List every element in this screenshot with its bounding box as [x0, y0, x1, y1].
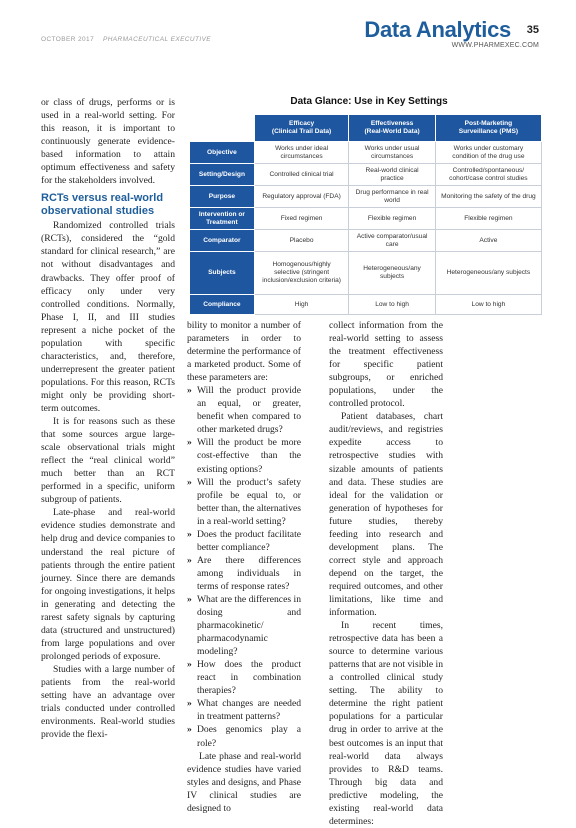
- col-header-efficacy: Efficacy (Clinical Trail Data): [271, 119, 332, 135]
- table-title: Data Glance: Use in Key Settings: [290, 96, 448, 107]
- table-row: [190, 230, 542, 252]
- table-cell: Homogenous/highly selective (stringent inclusion/exclusion criteria): [254, 252, 349, 295]
- list-item: [187, 697, 301, 723]
- bullet-text: How does the product react in combination therapies?: [197, 659, 301, 697]
- bullet-marker: »: [187, 528, 192, 540]
- bullet-text: What are the differences in dosing and pharmacokinetic/ pharmacodynamic modeling?: [197, 593, 301, 658]
- table-cell: Placebo: [254, 230, 349, 252]
- paragraph: collect information from the real-world setting to assess the treatment effectiveness for specific patient subgroups, or enriched populations, under the controlled protocol.: [329, 320, 443, 410]
- table-corner: [190, 115, 255, 142]
- table-cell: Heterogeneous/any subjects: [435, 252, 541, 295]
- table-cell: Active: [435, 230, 541, 252]
- table-row: [190, 142, 542, 164]
- row-header: Objective: [190, 142, 255, 164]
- article-column-3: [329, 319, 443, 828]
- list-item: [187, 384, 301, 436]
- table-cell: Active comparator/usual care: [349, 230, 435, 252]
- bullet-text: Will the product provide an equal, or greater, benefit when compared to other marketed drugs?: [197, 385, 301, 436]
- table-row: [190, 295, 542, 315]
- bullet-text: Are there differences among individuals in terms of response rates?: [197, 554, 301, 592]
- row-header: Purpose: [190, 186, 255, 208]
- paragraph: bility to monitor a number of parameters in order to determine the performance of a marketed product. Some of these parameters are:: [187, 320, 301, 384]
- table-cell: Works under ideal circumstances: [254, 142, 349, 164]
- table-body: [190, 142, 542, 315]
- subheading: RCTs versus real-world observational studies: [41, 192, 164, 217]
- paragraph: Late phase and real-world evidence studies have varied styles and designs, and Phase IV clinical studies are designed to: [187, 750, 301, 814]
- publication-name: PHARMACEUTICAL EXECUTIVE: [102, 36, 212, 43]
- page-number: 35: [526, 24, 539, 36]
- row-header: Compliance: [190, 295, 255, 315]
- bullet-text: Does the product facilitate better compliance?: [197, 528, 301, 553]
- table-cell: Monitoring the safety of the drug: [435, 186, 541, 208]
- list-item: [187, 723, 301, 749]
- row-header: Setting/Design: [190, 164, 255, 186]
- site-url[interactable]: WWW.PHARMEXEC.COM: [451, 42, 539, 49]
- paragraph: or class of drugs, performs or is used in a real-world setting. For this reason, it is important to continuously generate evidence-based information to attain optimum effectiveness and safety for the stakeholders involved.: [41, 97, 175, 187]
- paragraph: Patient databases, chart audit/reviews, and registries expedite access to retrospective studies with sizable amounts of patients and data. These studies are ideal for the validation or generation of hypotheses for future studies, thereby feeding into research and development plans. The correct style and approach depend on the target, the required outcomes, and other limitations, like time and information.: [329, 411, 443, 619]
- section-title: Data Analytics: [364, 17, 511, 42]
- data-glance-table: [189, 114, 542, 315]
- col-header-effectiveness: Effectiveness (Real-World Data): [364, 119, 420, 135]
- paragraph: Late-phase and real-world evidence studies demonstrate and help drug and device companies to understand the real picture of patients through the entire patient journey. Since there are demands for ongoing investigations, it helps in generating and detecting the rarest safety signals by capturing data (structured and unstructured) from large populations and over prolonged periods of exposure.: [41, 507, 175, 662]
- table-cell: Heterogeneous/any subjects: [349, 252, 435, 295]
- paragraph: It is for reasons such as these that some sources argue large-scale observational trials might reflect the “real clinical world” much better than an RCT performed in a specific, uniform subgroup of patients.: [41, 416, 175, 506]
- table-header-row: [190, 115, 542, 142]
- list-item: [187, 476, 301, 528]
- paragraph: Studies with a large number of patients from the real-world setting have an advantage over trials conducted under controlled environments. Real-world studies provide the flexi-: [41, 663, 175, 741]
- table-cell: Regulatory approval (FDA): [254, 186, 349, 208]
- list-item: [187, 436, 301, 475]
- row-header: Comparator: [190, 230, 255, 252]
- paragraph: Randomized controlled trials (RCTs), considered the “gold standard for clinical research,” are not without disadvantages and drawbacks. They offer proof of efficacy only under very controlled conditions. Normally, Phase I, II, and III studies represent a niche pocket of the population with specific characteristics, and, therefore, underrepresent the greater patient populations. For this reason, RCTs might only be providing short-term outcomes.: [41, 220, 175, 414]
- bullet-marker: »: [187, 554, 192, 566]
- bullet-marker: »: [187, 385, 192, 397]
- column-header: [435, 115, 541, 142]
- list-item: [187, 593, 301, 658]
- list-item: [187, 658, 301, 697]
- list-item: [187, 554, 301, 593]
- col-header-pms: Post-Marketing Surveillance (PMS): [458, 119, 519, 135]
- table-cell: Flexible regimen: [435, 208, 541, 230]
- table-cell: Low to high: [435, 295, 541, 315]
- bullet-marker: »: [187, 593, 192, 605]
- table-row: [190, 164, 542, 186]
- table-cell: Low to high: [349, 295, 435, 315]
- list-item: [187, 528, 301, 554]
- table-row: [190, 208, 542, 230]
- paragraph: In recent times, retrospective data has been a source to determine various patterns that are not visible in a controlled clinical study setting. The ability to determine the right patient populations for a particular drug in order to arrive at the best outcomes is an input that real-world data always provides to R&D teams. Through big data and predictive modeling, the existing real-world data determines:: [329, 620, 443, 827]
- table-row: [190, 252, 542, 295]
- bullet-text: Will the product’s safety profile be equal to, or better than, the alternatives in a real-world setting?: [197, 476, 301, 527]
- row-header: Intervention or Treatment: [190, 208, 255, 230]
- table-cell: Controlled/spontaneous/ cohort/case control studies: [435, 164, 541, 186]
- table-cell: Works under customary condition of the drug use: [435, 142, 541, 164]
- issue-date: OCTOBER 2017: [41, 36, 95, 43]
- column-header: [254, 115, 349, 142]
- bullet-text: Will the product be more cost-effective than the existing options?: [197, 437, 301, 475]
- bullet-marker: »: [187, 476, 192, 488]
- bullet-marker: »: [187, 437, 192, 449]
- article-column-2: [187, 319, 301, 815]
- bullet-marker: »: [187, 698, 192, 710]
- column-header: [349, 115, 435, 142]
- table-cell: Fixed regimen: [254, 208, 349, 230]
- bullet-text: What changes are needed in treatment patterns?: [197, 698, 301, 723]
- table-cell: Flexible regimen: [349, 208, 435, 230]
- table-row: [190, 186, 542, 208]
- table-cell: High: [254, 295, 349, 315]
- bullet-marker: »: [187, 659, 192, 671]
- parameter-list: [187, 384, 301, 749]
- page-header-issue: [41, 36, 211, 43]
- bullet-marker: »: [187, 724, 192, 736]
- row-header: Subjects: [190, 252, 255, 295]
- table-cell: Controlled clinical trial: [254, 164, 349, 186]
- bullet-text: Does genomics play a role?: [197, 724, 301, 749]
- table-cell: Real-world clinical practice: [349, 164, 435, 186]
- article-column-1: [41, 96, 175, 741]
- table-cell: Works under usual circumstances: [349, 142, 435, 164]
- table-cell: Drug performance in real world: [349, 186, 435, 208]
